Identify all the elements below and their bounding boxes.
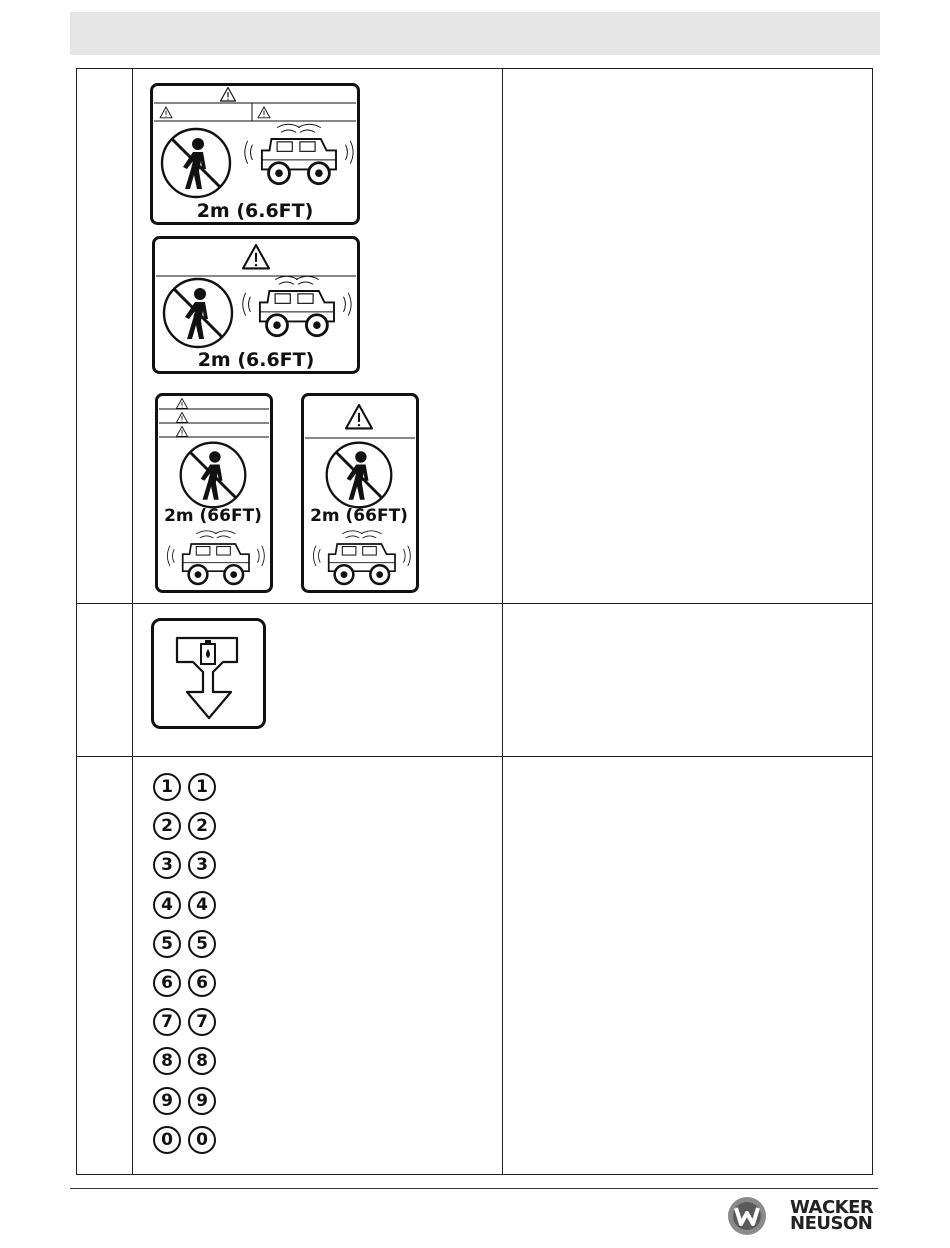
distance-label: 2m (66FT): [164, 506, 262, 526]
decal-safety-distance-c: [155, 393, 273, 593]
column-divider: [132, 69, 133, 1174]
digit-pair: [153, 969, 216, 997]
digit-pair: [153, 1008, 216, 1036]
digit-pair: [153, 1047, 216, 1075]
hydraulic-oil-drain-icon: [151, 618, 266, 729]
digit-pair: [153, 773, 216, 801]
brand-line-2: NEUSON: [790, 1213, 873, 1234]
column-divider: [502, 69, 503, 1174]
digit-circle-icon: 1: [153, 773, 181, 801]
digit-circle-icon: 2: [188, 812, 216, 840]
distance-label: 2m (6.6FT): [197, 349, 315, 371]
row-divider: [77, 756, 872, 757]
digit-circle-icon: 0: [188, 1126, 216, 1154]
decal-safety-distance-a: [150, 83, 360, 225]
digit-circle-icon: 3: [153, 851, 181, 879]
distance-label: 2m (6.6FT): [196, 200, 314, 222]
digit-circle-icon: 7: [188, 1008, 216, 1036]
digit-circle-icon: 1: [188, 773, 216, 801]
digit-circle-icon: 7: [153, 1008, 181, 1036]
decal-safety-distance-d: [301, 393, 419, 593]
digit-pair: [153, 812, 216, 840]
digit-circle-icon: 5: [188, 930, 216, 958]
digit-circle-icon: 6: [153, 969, 181, 997]
brand-line-1: WACKER: [790, 1197, 874, 1218]
wacker-neuson-logo-icon: [727, 1196, 767, 1236]
digit-circle-icon: 8: [188, 1047, 216, 1075]
distance-label: 2m (66FT): [310, 506, 408, 526]
digit-pair: [153, 1126, 216, 1154]
brand-wordmark: [790, 1197, 880, 1234]
digit-circle-icon: 0: [153, 1126, 181, 1154]
digit-pair: [153, 1087, 216, 1115]
digit-circle-icon: 6: [188, 969, 216, 997]
digit-circle-icon: 4: [188, 891, 216, 919]
digit-pair: [153, 851, 216, 879]
digit-circle-icon: 3: [188, 851, 216, 879]
footer-rule: [70, 1188, 878, 1189]
decal-safety-distance-b: [152, 236, 360, 374]
digit-circle-icon: 4: [153, 891, 181, 919]
digit-circle-icon: 9: [188, 1087, 216, 1115]
digit-pair: [153, 891, 216, 919]
digit-circle-icon: 5: [153, 930, 181, 958]
header-bar: [70, 12, 880, 55]
digit-circle-icon: 9: [153, 1087, 181, 1115]
digit-circle-icon: 2: [153, 812, 181, 840]
digit-circle-icon: 8: [153, 1047, 181, 1075]
digit-pair: [153, 930, 216, 958]
row-divider: [77, 603, 872, 604]
